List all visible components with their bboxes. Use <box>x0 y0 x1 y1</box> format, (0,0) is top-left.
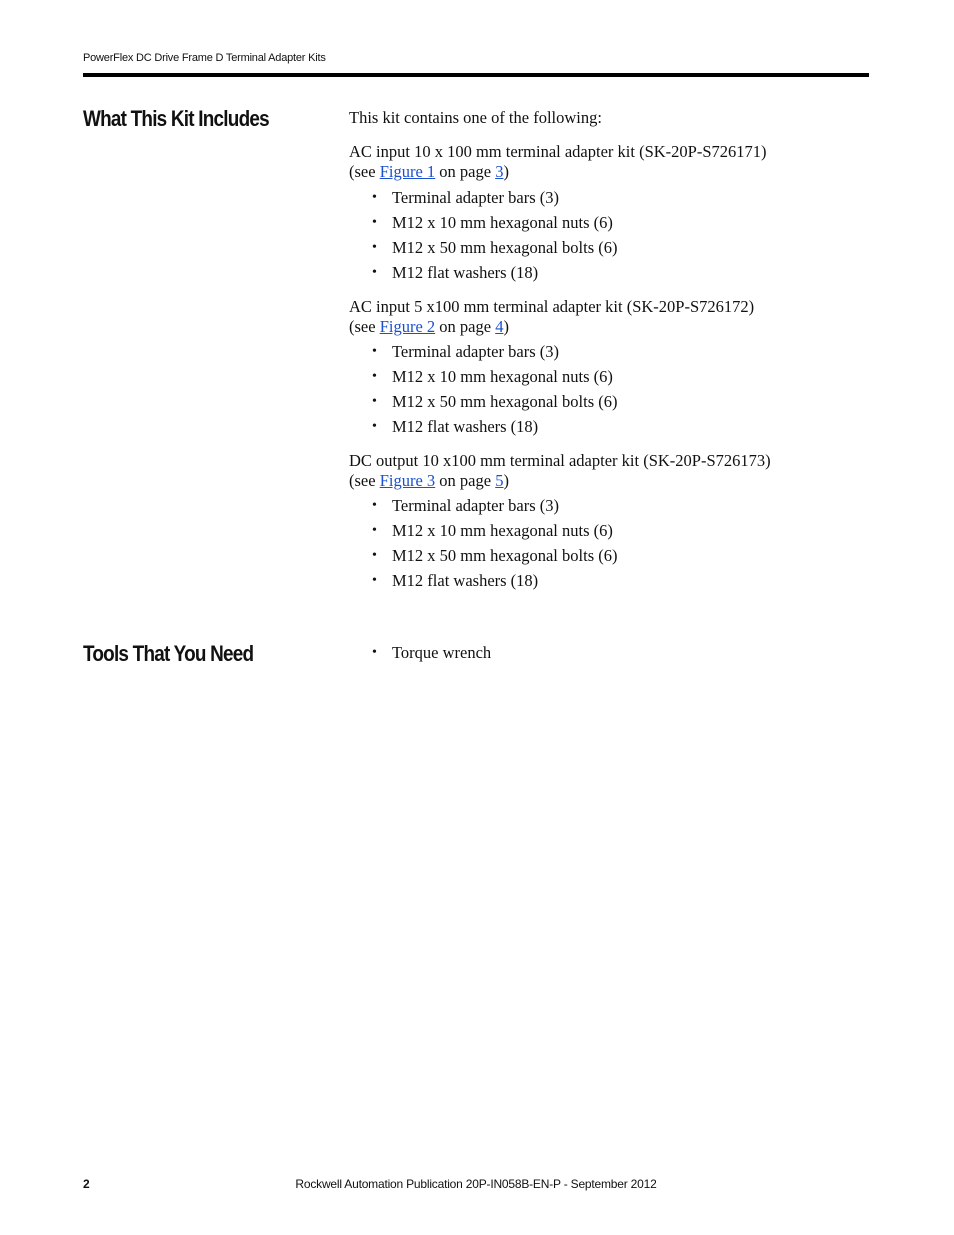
list-item: • M12 x 50 mm hexagonal bolts (6) <box>372 546 617 571</box>
figure-1-link[interactable]: Figure 1 <box>379 162 436 181</box>
tools-items <box>372 643 491 668</box>
list-item: • M12 flat washers (18) <box>372 571 617 596</box>
section-title-kit: What This Kit Includes <box>83 106 269 131</box>
header-rule <box>83 73 869 77</box>
kit-group-1 <box>349 142 829 182</box>
kit-group-1-items <box>372 188 617 288</box>
page-4-link[interactable]: 4 <box>495 317 504 336</box>
kit-group-2-title: AC input 5 x100 mm terminal adapter kit (SK-20P-S726172) <box>349 297 755 316</box>
kit-group-3-items <box>372 496 617 596</box>
publication-footer: Rockwell Automation Publication 20P-IN058B-EN-P - September 2012 <box>295 1177 657 1191</box>
figure-2-link[interactable]: Figure 2 <box>379 317 436 336</box>
list-item: • Terminal adapter bars (3) <box>372 188 617 213</box>
kit-group-3-title: DC output 10 x100 mm terminal adapter kit (SK-20P-S726173) <box>349 451 771 470</box>
list-item: • M12 x 10 mm hexagonal nuts (6) <box>372 213 617 238</box>
section-title-tools: Tools That You Need <box>83 641 254 666</box>
kit-group-1-title: AC input 10 x 100 mm terminal adapter kit (SK-20P-S726171) <box>349 142 767 161</box>
list-item: • M12 flat washers (18) <box>372 263 617 288</box>
running-header: PowerFlex DC Drive Frame D Terminal Adapter Kits <box>83 52 326 64</box>
list-item: • M12 x 10 mm hexagonal nuts (6) <box>372 367 617 392</box>
figure-3-link[interactable]: Figure 3 <box>379 471 436 490</box>
list-item: • Torque wrench <box>372 643 491 668</box>
list-item: • M12 flat washers (18) <box>372 417 617 442</box>
kit-group-2 <box>349 297 829 337</box>
kit-group-3-reference: (see Figure 3 on page 5) <box>349 471 509 490</box>
kit-group-3 <box>349 451 829 491</box>
kit-group-2-items <box>372 342 617 442</box>
kit-intro: This kit contains one of the following: <box>349 108 602 127</box>
page-5-link[interactable]: 5 <box>495 471 504 490</box>
list-item: • Terminal adapter bars (3) <box>372 342 617 367</box>
list-item: • M12 x 10 mm hexagonal nuts (6) <box>372 521 617 546</box>
list-item: • M12 x 50 mm hexagonal bolts (6) <box>372 392 617 417</box>
page-3-link[interactable]: 3 <box>495 162 504 181</box>
kit-group-2-reference: (see Figure 2 on page 4) <box>349 317 509 336</box>
list-item: • M12 x 50 mm hexagonal bolts (6) <box>372 238 617 263</box>
page-number: 2 <box>83 1177 90 1191</box>
list-item: • Terminal adapter bars (3) <box>372 496 617 521</box>
kit-group-1-reference: (see Figure 1 on page 3) <box>349 162 509 181</box>
